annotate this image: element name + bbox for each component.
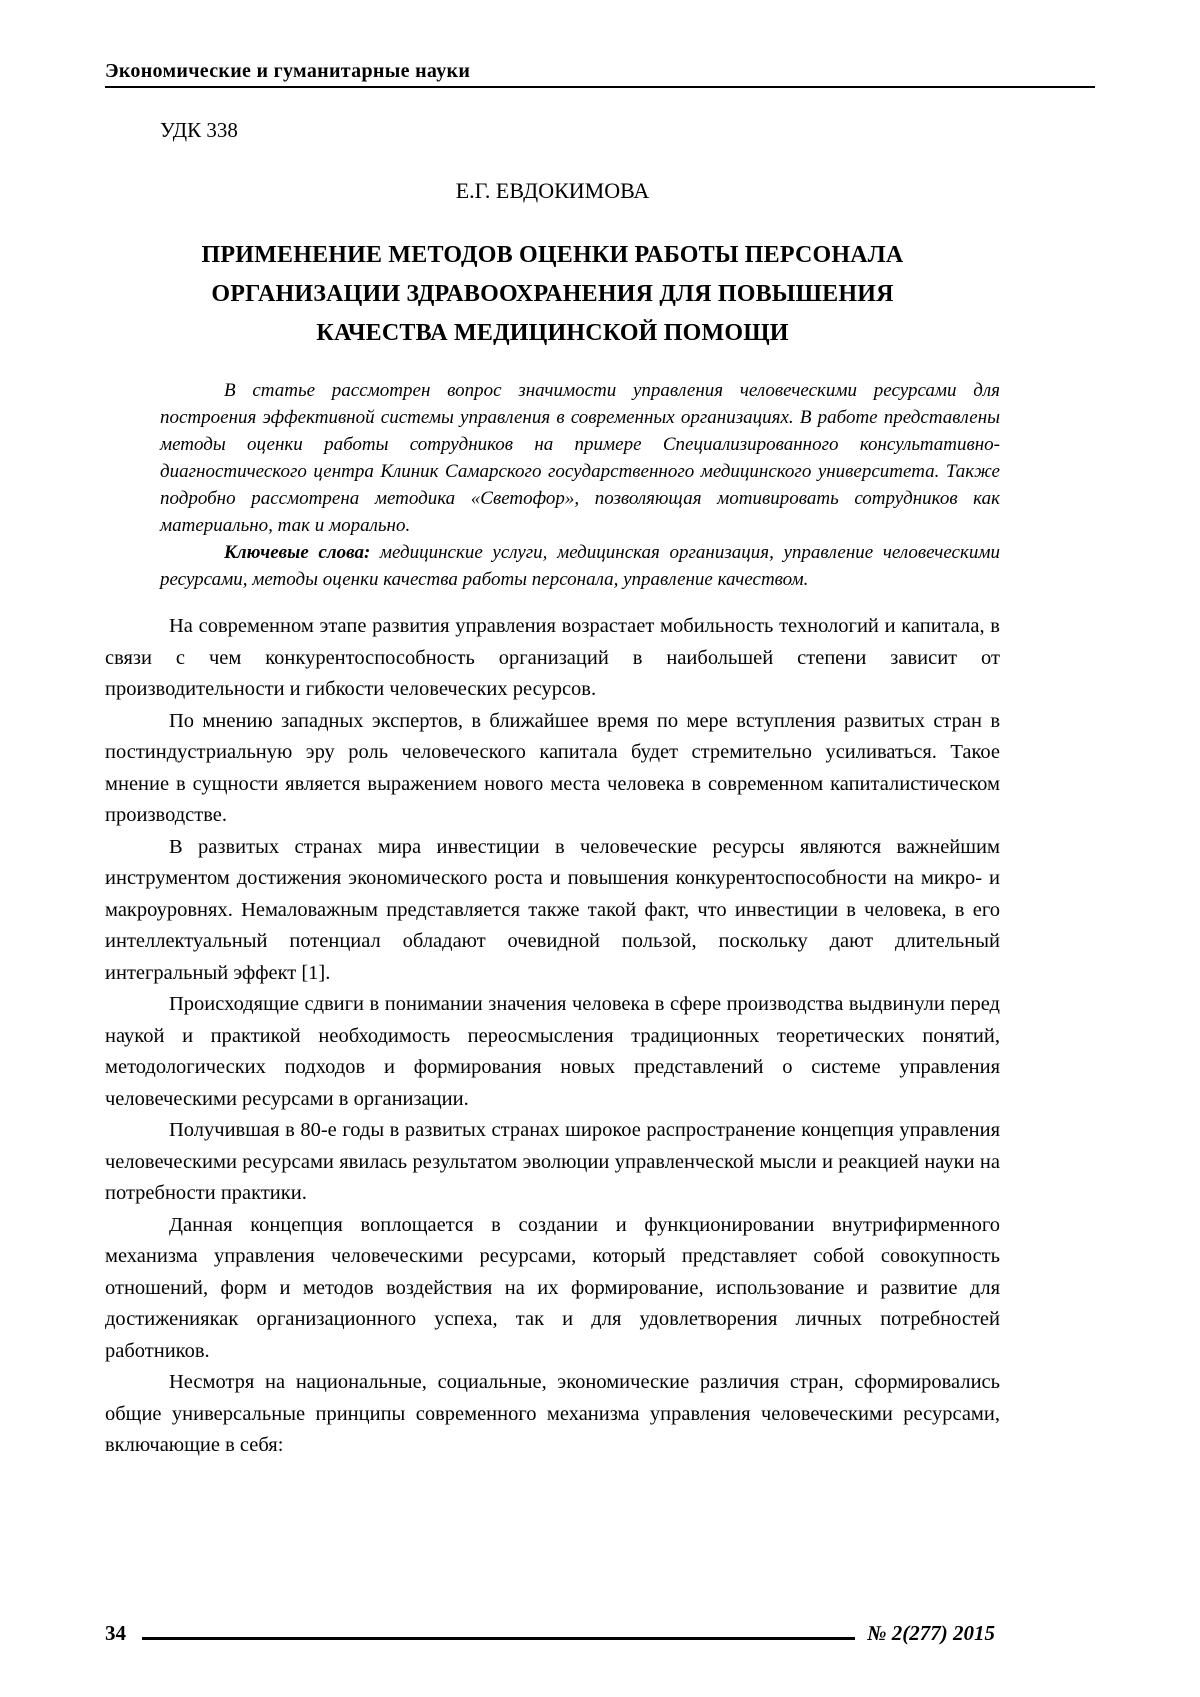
article-body (105, 611, 1000, 1462)
author-name: Е.Г. ЕВДОКИМОВА (455, 178, 650, 203)
keywords-paragraph (160, 539, 1000, 593)
title-line: ПРИМЕНЕНИЕ МЕТОДОВ ОЦЕНКИ РАБОТЫ ПЕРСОНАЛА (201, 242, 904, 268)
body-paragraph: Происходящие сдвиги в понимании значения человека в сфере производства выдвинули перед наукой и практикой необходимость переосмысления традиционных теоретических понятий, методологических подходов и формирования новых представлений о системе управления человеческими ресурсами в организации. (105, 993, 1000, 1110)
article-content (105, 100, 1000, 1462)
title-line: КАЧЕСТВА МЕДИЦИНСКОЙ ПОМОЩИ (316, 320, 789, 346)
running-head-title: Экономические и гуманитарные науки (105, 60, 471, 82)
udc-code: УДК 338 (160, 118, 238, 142)
keywords-label: Ключевые слова: (224, 542, 371, 563)
running-head (105, 60, 1095, 88)
abstract-block (160, 377, 1000, 593)
body-paragraph: Данная концепция воплощается в создании и функционировании внутрифирменного механизма управления человеческими ресурсами, который представляет собой совокупность отношений, форм и методов воздействия на их формирование, использование и развитие для достижениякак организационного успеха, так и для удовлетворения личных потребностей работников. (105, 1213, 1000, 1362)
article-title (105, 236, 1000, 353)
body-paragraph: Несмотря на национальные, социальные, экономические различия стран, сформировались общие универсальные принципы современного механизма управления человеческими ресурсами, включающие в себя: (105, 1371, 1000, 1456)
page-footer (105, 1621, 995, 1645)
footer-rule (142, 1637, 855, 1640)
body-paragraph: Получившая в 80-е годы в развитых странах широкое распространение концепция управления человеческими ресурсами явилась результатом эволюции управленческой мысли и реакцией науки на потребности практики. (105, 1119, 1000, 1204)
abstract-paragraph: В статье рассмотрен вопрос значимости управления человеческими ресурсами для построения эффективной системы управления в современных организациях. В работе представлены методы оценки работы сотрудников на примере Специализированного консультативно-диагностического центра Клиник Самарского государственного медицинского университета. Также подробно рассмотрена методика «Светофор», позволяющая мотивировать сотрудников как материально, так и морально. (160, 380, 1000, 536)
issue-label: № 2(277) 2015 (867, 1621, 995, 1645)
title-line: ОРГАНИЗАЦИИ ЗДРАВООХРАНЕНИЯ ДЛЯ ПОВЫШЕНИЯ (211, 281, 894, 307)
keywords-text: медицинские услуги, медицинская организация, управление человеческими ресурсами, методы оценки качества работы персонала, управление качеством. (160, 542, 1001, 590)
body-paragraph: По мнению западных экспертов, в ближайшее время по мере вступления развитых стран в постиндустриальную эру роль человеческого капитала будет стремительно усиливаться. Такое мнение в сущности является выражением нового места человека в современном капиталистическом производстве. (105, 709, 1000, 826)
body-paragraph: В развитых странах мира инвестиции в человеческие ресурсы являются важнейшим инструментом достижения экономического роста и повышения конкурентоспособности на микро- и макроуровнях. Немаловажным представляется также такой факт, что инвестиции в человека, в его интеллектуальный потенциал обладают очевидной пользой, поскольку дают длительный интегральный эффект [1]. (105, 835, 1000, 984)
body-paragraph: На современном этапе развития управления возрастает мобильность технологий и капитала, в связи с чем конкурентоспособность организаций в наибольшей степени зависит от производительности и гибкости человеческих ресурсов. (105, 615, 1000, 700)
page-number: 34 (105, 1621, 126, 1645)
